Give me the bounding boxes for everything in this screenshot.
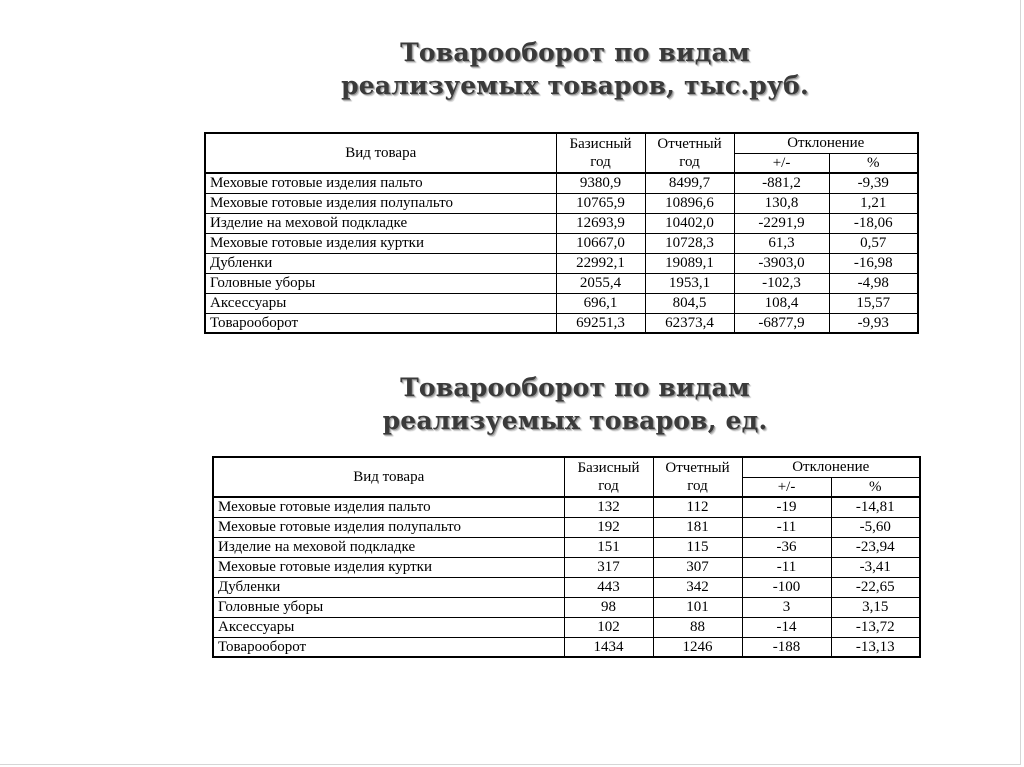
cell-base: 132: [564, 497, 653, 517]
header-report-year-line2: год: [687, 478, 708, 494]
cell-pct: -22,65: [831, 577, 920, 597]
cell-pct: -3,41: [831, 557, 920, 577]
cell-base: 69251,3: [556, 313, 645, 333]
cell-pct: 1,21: [829, 193, 918, 213]
header-deviation-pct: %: [829, 153, 918, 173]
header-deviation-abs: +/-: [734, 153, 829, 173]
cell-base: 151: [564, 537, 653, 557]
table-row: [213, 497, 920, 517]
cell-name: Меховые готовые изделия полупальто: [213, 517, 564, 537]
cell-report: 307: [653, 557, 742, 577]
turnover-units-table: [212, 456, 921, 658]
cell-abs: 61,3: [734, 233, 829, 253]
cell-report: 804,5: [645, 293, 734, 313]
turnover-rub-table: [204, 132, 919, 334]
cell-report: 101: [653, 597, 742, 617]
cell-abs: -19: [742, 497, 831, 517]
cell-pct: -16,98: [829, 253, 918, 273]
table-row: [213, 517, 920, 537]
cell-name: Изделие на меховой подкладке: [213, 537, 564, 557]
cell-name: Меховые готовые изделия пальто: [205, 173, 556, 193]
header-base-year: [564, 457, 653, 497]
cell-abs: -11: [742, 557, 831, 577]
table2-title-line1: Товарооборот по видам: [400, 373, 750, 402]
table2-title-line2: реализуемых товаров, ед.: [382, 406, 768, 435]
header-base-year-line2: год: [590, 154, 611, 170]
cell-name: Головные уборы: [213, 597, 564, 617]
cell-base: 10667,0: [556, 233, 645, 253]
table-row-total: [205, 313, 918, 333]
cell-base: 12693,9: [556, 213, 645, 233]
header-base-year-line1: Базисный: [577, 460, 640, 476]
cell-report: 88: [653, 617, 742, 637]
cell-pct: 0,57: [829, 233, 918, 253]
cell-base: 696,1: [556, 293, 645, 313]
cell-base: 2055,4: [556, 273, 645, 293]
cell-name: Головные уборы: [205, 273, 556, 293]
cell-report: 1246: [653, 637, 742, 657]
cell-base: 10765,9: [556, 193, 645, 213]
cell-pct: -9,39: [829, 173, 918, 193]
cell-abs: -100: [742, 577, 831, 597]
cell-abs: 108,4: [734, 293, 829, 313]
header-deviation: Отклонение: [742, 457, 920, 477]
cell-name: Товарооборот: [205, 313, 556, 333]
cell-report: 181: [653, 517, 742, 537]
cell-report: 10896,6: [645, 193, 734, 213]
cell-pct: -5,60: [831, 517, 920, 537]
header-report-year-line2: год: [679, 154, 700, 170]
header-report-year-line1: Отчетный: [657, 136, 722, 152]
header-deviation-pct: %: [831, 477, 920, 497]
table-row: [213, 617, 920, 637]
header-base-year-line2: год: [598, 478, 619, 494]
cell-name: Товарооборот: [213, 637, 564, 657]
header-report-year-line1: Отчетный: [665, 460, 730, 476]
cell-base: 102: [564, 617, 653, 637]
table-row: [205, 173, 918, 193]
table1-title-line1: Товарооборот по видам: [400, 38, 750, 67]
cell-pct: -13,13: [831, 637, 920, 657]
cell-name: Изделие на меховой подкладке: [205, 213, 556, 233]
cell-report: 115: [653, 537, 742, 557]
header-report-year: [645, 133, 734, 173]
table-row: [205, 273, 918, 293]
table-row: [213, 557, 920, 577]
cell-report: 10402,0: [645, 213, 734, 233]
cell-abs: -36: [742, 537, 831, 557]
header-product-type: Вид товара: [213, 457, 564, 497]
table-row: [205, 253, 918, 273]
cell-pct: -23,94: [831, 537, 920, 557]
table1-title-line2: реализуемых товаров, тыс.руб.: [341, 71, 809, 100]
cell-base: 98: [564, 597, 653, 617]
cell-name: Меховые готовые изделия куртки: [213, 557, 564, 577]
cell-report: 112: [653, 497, 742, 517]
table-row: [205, 233, 918, 253]
table-row: [213, 577, 920, 597]
table-row: [205, 193, 918, 213]
table-row: [213, 537, 920, 557]
cell-pct: -13,72: [831, 617, 920, 637]
cell-pct: -14,81: [831, 497, 920, 517]
cell-abs: 130,8: [734, 193, 829, 213]
table2-title: [330, 371, 820, 437]
cell-base: 192: [564, 517, 653, 537]
header-base-year-line1: Базисный: [569, 136, 632, 152]
cell-abs: -2291,9: [734, 213, 829, 233]
cell-name: Дубленки: [213, 577, 564, 597]
cell-pct: -18,06: [829, 213, 918, 233]
cell-abs: 3: [742, 597, 831, 617]
table-row: [205, 213, 918, 233]
cell-abs: -188: [742, 637, 831, 657]
table-row-total: [213, 637, 920, 657]
cell-report: 62373,4: [645, 313, 734, 333]
cell-report: 342: [653, 577, 742, 597]
cell-abs: -11: [742, 517, 831, 537]
header-base-year: [556, 133, 645, 173]
cell-name: Дубленки: [205, 253, 556, 273]
cell-base: 317: [564, 557, 653, 577]
cell-report: 1953,1: [645, 273, 734, 293]
cell-name: Меховые готовые изделия пальто: [213, 497, 564, 517]
cell-abs: -3903,0: [734, 253, 829, 273]
header-deviation: Отклонение: [734, 133, 918, 153]
cell-name: Меховые готовые изделия полупальто: [205, 193, 556, 213]
table1-title: [330, 36, 820, 102]
cell-abs: -14: [742, 617, 831, 637]
cell-pct: -4,98: [829, 273, 918, 293]
cell-pct: 3,15: [831, 597, 920, 617]
cell-name: Аксессуары: [213, 617, 564, 637]
cell-report: 10728,3: [645, 233, 734, 253]
cell-report: 19089,1: [645, 253, 734, 273]
cell-abs: -102,3: [734, 273, 829, 293]
cell-base: 443: [564, 577, 653, 597]
cell-abs: -6877,9: [734, 313, 829, 333]
header-deviation-abs: +/-: [742, 477, 831, 497]
cell-pct: -9,93: [829, 313, 918, 333]
cell-abs: -881,2: [734, 173, 829, 193]
cell-base: 9380,9: [556, 173, 645, 193]
table-row: [213, 597, 920, 617]
cell-name: Аксессуары: [205, 293, 556, 313]
cell-base: 22992,1: [556, 253, 645, 273]
header-product-type: Вид товара: [205, 133, 556, 173]
header-report-year: [653, 457, 742, 497]
cell-report: 8499,7: [645, 173, 734, 193]
cell-pct: 15,57: [829, 293, 918, 313]
cell-base: 1434: [564, 637, 653, 657]
table-row: [205, 293, 918, 313]
cell-name: Меховые готовые изделия куртки: [205, 233, 556, 253]
